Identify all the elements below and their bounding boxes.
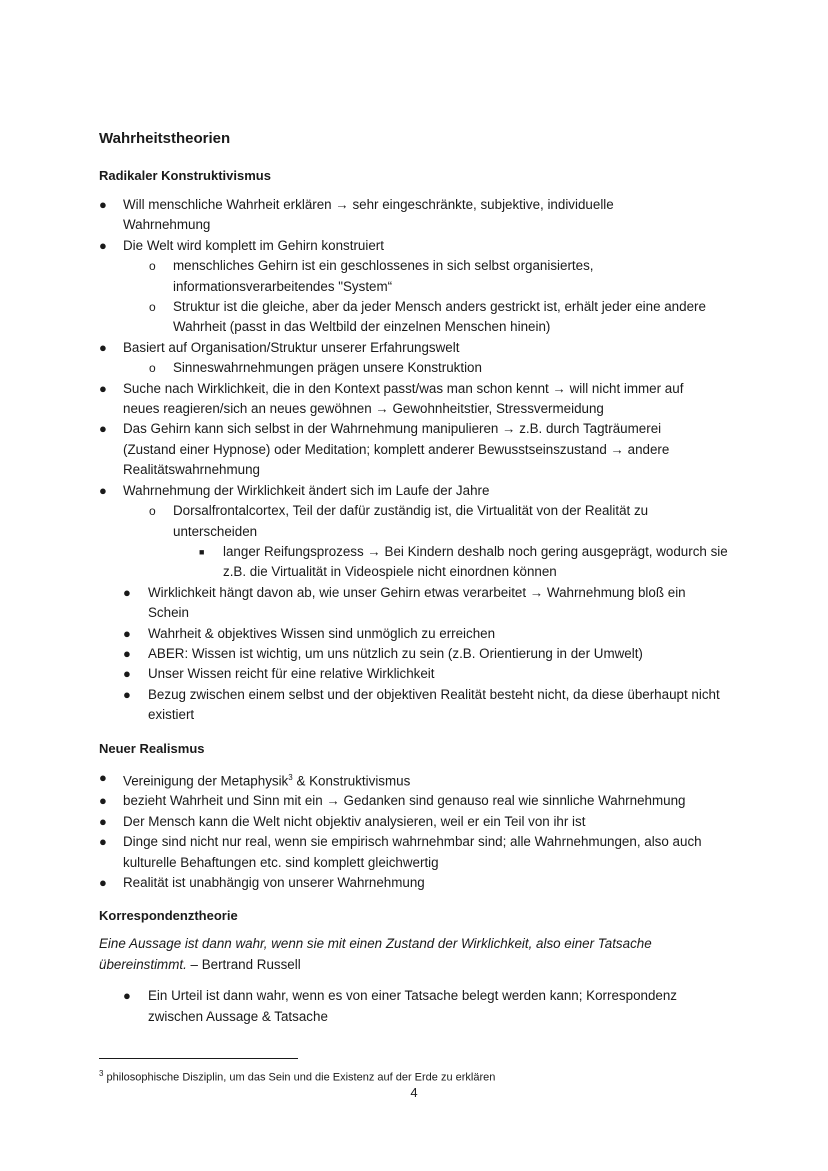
list-item: ● Ein Urteil ist dann wahr, wenn es von einer Tatsache belegt werden kann; Korrespondenz zwischen Aussage & Tatsache — [123, 988, 678, 1024]
bullet-icon: ● — [99, 813, 107, 829]
section-heading-neuer-realismus: Neuer Realismus — [99, 740, 205, 756]
list-item: ● Will menschliche Wahrheit erklären → sehr eingeschränkte, subjektive, individuelle Wahrnehmung — [99, 197, 614, 233]
bullet-icon: ● — [123, 686, 131, 702]
list-item: ● ABER: Wissen ist wichtig, um uns nützlich zu sein (z.B. Orientierung in der Umwelt) — [99, 644, 739, 664]
circle-bullet-icon: o — [149, 259, 156, 274]
bullet-icon: ● — [123, 988, 131, 1004]
footnote — [99, 1067, 495, 1085]
bullet-icon: ● — [123, 645, 131, 661]
circle-bullet-icon: o — [149, 504, 156, 519]
list-item: ● Suche nach Wirklichkeit, die in den Kontext passt/was man schon kennt → will nicht immer auf neues reagieren/sich an neues gewöhnen → Gewohnheitstier, Stressvermeidung — [99, 380, 684, 417]
list-neuer-realismus — [99, 768, 739, 894]
list-item: ● bezieht Wahrheit und Sinn mit ein → Gedanken sind genauso real wie sinnliche Wahrnehmung — [99, 791, 739, 811]
circle-bullet-icon: o — [149, 361, 156, 376]
list-item: ● Basiert auf Organisation/Struktur unserer Erfahrungswelt — [99, 338, 739, 358]
list-item: ● Dinge sind nicht nur real, wenn sie empirisch wahrnehmbar sind; alle Wahrnehmungen, also auch kulturelle Behaftungen etc. sind komplett gleichwertig — [99, 834, 702, 870]
bullet-icon: ● — [99, 380, 107, 396]
circle-bullet-icon: o — [149, 300, 156, 315]
section-heading-korrespondenztheorie: Korrespondenztheorie — [99, 908, 238, 924]
footnote-ref: 3 — [288, 772, 293, 782]
footnote-text: philosophische Disziplin, um das Sein und die Existenz auf der Erde zu erklären — [103, 1071, 496, 1084]
bullet-icon: ● — [99, 875, 107, 891]
list-item: ● Wirklichkeit hängt davon ab, wie unser Gehirn etwas verarbeitet → Wahrnehmung bloß ein Schein — [123, 584, 686, 621]
page-title: Wahrheitstheorien — [99, 130, 231, 147]
list-item: ● Bezug zwischen einem selbst und der objektiven Realität besteht nicht, da diese überhaupt nicht existiert — [123, 686, 720, 723]
bullet-icon: ● — [99, 482, 107, 498]
footnote-divider — [99, 1058, 298, 1059]
bullet-icon: ● — [99, 769, 107, 785]
list-item: ● Unser Wissen reicht für eine relative Wirklichkeit — [99, 664, 739, 684]
list-item: ● Der Mensch kann die Welt nicht objektiv analysieren, weil er ein Teil von ihr ist — [99, 812, 739, 832]
square-bullet-icon: ■ — [199, 546, 205, 557]
list-item: ● Die Welt wird komplett im Gehirn konstruiert — [99, 236, 739, 256]
list-korrespondenztheorie — [99, 986, 739, 1027]
bullet-icon: ● — [123, 666, 131, 682]
list-item: ● Wahrnehmung der Wirklichkeit ändert sich im Laufe der Jahre — [99, 481, 739, 501]
quote-russell — [99, 934, 689, 975]
page-number: 4 — [410, 1085, 418, 1100]
quote-text: Eine Aussage ist dann wahr, wenn sie mit einen Zustand der Wirklichkeit, also einer Tatsache übereinstimmt. — [99, 936, 652, 972]
bullet-icon: ● — [99, 197, 107, 212]
bullet-icon: ● — [99, 421, 107, 437]
list-item: o menschliches Gehirn ist ein geschlossenes in sich selbst organisiertes, informationsverarbeitendes "System“ — [149, 258, 594, 294]
quote-author: – Bertrand Russell — [186, 956, 301, 972]
bullet-icon: ● — [123, 625, 131, 641]
list-item: o Sinneswahrnehmungen prägen unsere Konstruktion — [99, 358, 739, 378]
bullet-icon: ● — [99, 339, 107, 355]
bullet-icon: ● — [123, 584, 131, 600]
document-page — [99, 130, 739, 1027]
footnote-marker: 3 — [99, 1069, 104, 1078]
bullet-icon: ● — [99, 793, 107, 809]
list-item: ● Wahrheit & objektives Wissen sind unmöglich zu erreichen — [99, 624, 739, 644]
list-item: o Dorsalfrontalcortex, Teil der dafür zuständig ist, die Virtualität von der Realität zu unterscheiden — [149, 503, 649, 539]
section-heading-radikaler-konstruktivismus: Radikaler Konstruktivismus — [99, 168, 271, 183]
list-item: o Struktur ist die gleiche, aber da jeder Mensch anders gestrickt ist, erhält jeder eine andere Wahrheit (passt in das Weltbild der einzelnen Menschen hinein) — [149, 299, 706, 335]
bullet-icon: ● — [99, 834, 107, 850]
list-item: ● Vereinigung der Metaphysik$^3$ & Konstruktivismus — [99, 769, 411, 789]
list-item: ● Realität ist unabhängig von unserer Wahrnehmung — [99, 873, 739, 893]
list-radikaler-konstruktivismus — [99, 195, 739, 726]
list-item: ● Das Gehirn kann sich selbst in der Wahrnehmung manipulieren → z.B. durch Tagträumerei (Zustand einer Hypnose) oder Meditation; komplett anderer Bewusstseinszustand → andere Realitätswahrnehmung — [99, 421, 670, 478]
list-item: ■ langer Reifungsprozess → Bei Kindern deshalb noch gering ausgeprägt, wodurch sie z.B. die Virtualität in Videospiele nicht einordnen können — [199, 543, 728, 580]
bullet-icon: ● — [99, 237, 107, 253]
